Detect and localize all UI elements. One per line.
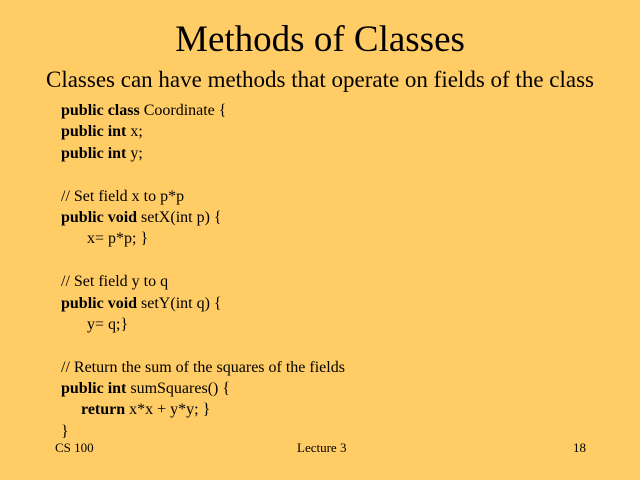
code-comment: // Set field x to p*p — [61, 187, 185, 205]
code-blank-line — [61, 164, 621, 185]
code-text: x; — [126, 123, 143, 141]
code-line — [61, 121, 621, 142]
code-line — [61, 207, 621, 228]
code-keyword: public void — [61, 294, 138, 312]
code-text: y; — [126, 144, 143, 162]
code-keyword: public void — [61, 208, 138, 226]
slide-title: Methods of Classes — [175, 19, 465, 60]
code-keyword: return — [81, 401, 126, 419]
code-text: x*x + y*y; } — [125, 401, 211, 419]
code-closing-brace: } — [61, 422, 69, 440]
code-text: setY(int q) { — [137, 294, 222, 312]
code-line — [61, 100, 621, 121]
code-blank-line — [61, 335, 621, 356]
code-line — [61, 293, 621, 314]
code-keyword: public int — [61, 380, 127, 398]
code-comment: // Set field y to q — [61, 273, 169, 291]
code-keyword: public class — [61, 102, 140, 119]
code-keyword: public int — [61, 123, 127, 141]
code-text: Coordinate { — [139, 102, 227, 119]
footer-page-number: 18 — [573, 440, 586, 455]
code-line — [61, 378, 621, 399]
footer-lecture: Lecture 3 — [297, 440, 347, 455]
code-text: sumSquares() { — [126, 380, 231, 398]
code-text: setX(int p) { — [137, 208, 222, 226]
code-line — [61, 143, 621, 164]
code-body-line: x= p*p; } — [87, 230, 149, 248]
code-body-line: y= q;} — [87, 315, 129, 333]
code-line — [61, 399, 621, 420]
code-block — [61, 100, 621, 442]
code-blank-line — [61, 250, 621, 271]
slide-subtitle: Classes can have methods that operate on fields of the class — [45, 67, 594, 92]
code-comment: // Return the sum of the squares of the fields — [61, 358, 345, 376]
code-keyword: public int — [61, 144, 127, 162]
footer-course: CS 100 — [55, 440, 94, 455]
